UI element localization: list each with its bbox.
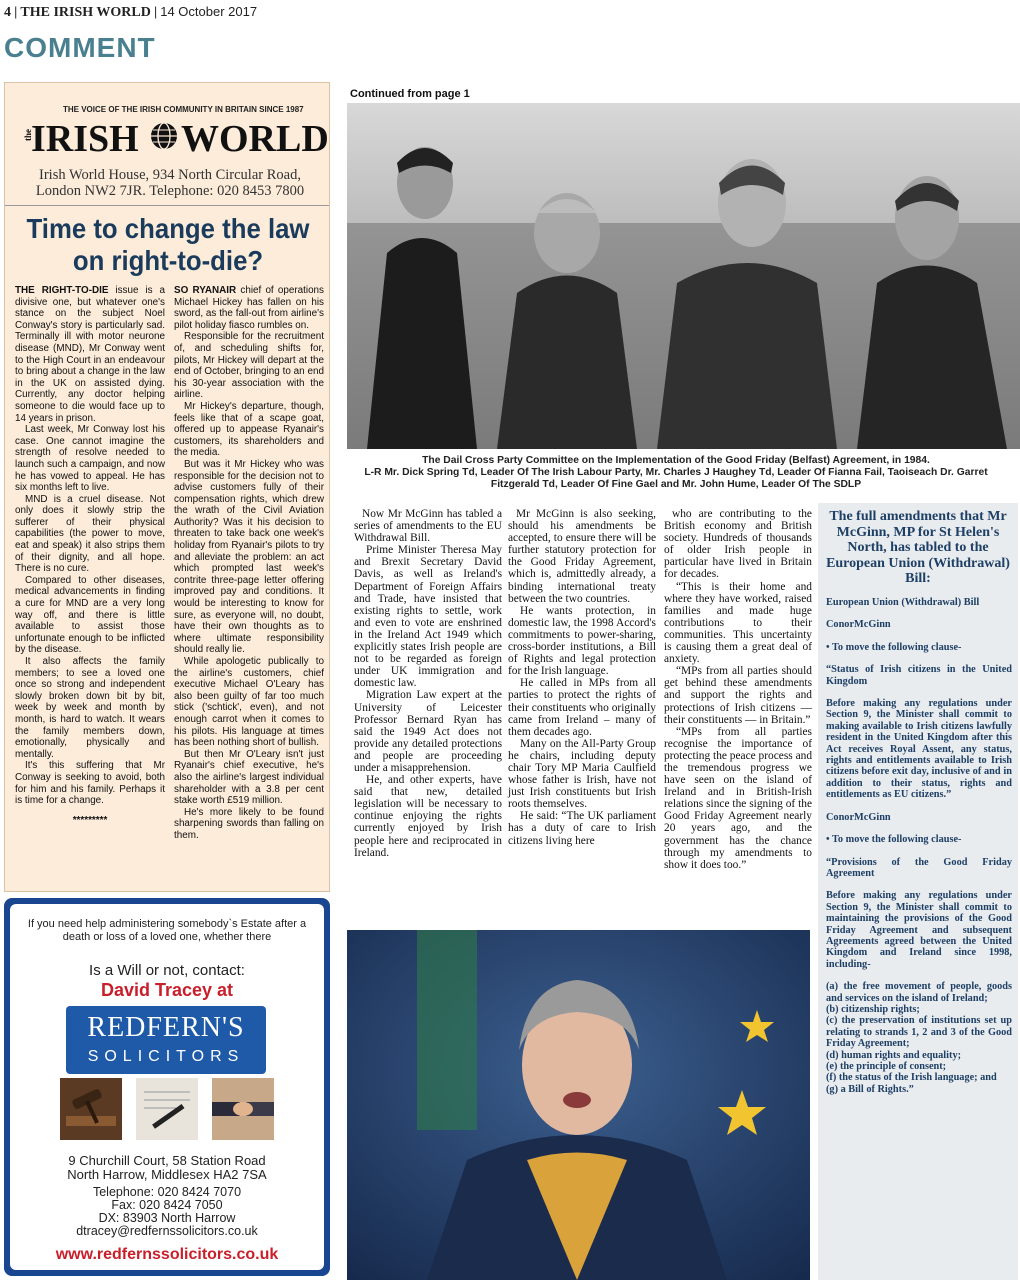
masthead-address bbox=[25, 167, 315, 199]
editorial-paragraph bbox=[15, 285, 165, 424]
editorial-paragraph bbox=[15, 494, 165, 575]
sidebar-paragraph: Before making any regulations under Section 9, the Minister shall commit to maintaining the provisions of the Good Friday Agreement and subsequent Agreements agreed between the United Kingdom and Ireland since 1998, including- bbox=[826, 890, 1012, 970]
editorial-paragraph bbox=[174, 401, 324, 459]
sidebar-list-item: (g) a Bill of Rights.” bbox=[826, 1083, 914, 1095]
headline-line: Time to change the law bbox=[26, 213, 310, 244]
paragraph-text: MND is a cruel disease. Not only does it slowly strip the sufferer of their physical capabilities (the power to move, eat and speak) it also strips them of their dignity, and all hope. There is no cure. bbox=[15, 493, 165, 575]
editorial-headline bbox=[22, 213, 315, 277]
caption-line: The Dail Cross Party Committee on the Implementation of the Good Friday (Belfast) Agreement, in 1984. bbox=[422, 455, 930, 466]
redferns-advert bbox=[4, 898, 330, 1276]
brand-subtitle: SOLICITORS bbox=[87, 1048, 245, 1065]
logo-the: the bbox=[23, 129, 33, 141]
editorial-paragraph bbox=[174, 656, 324, 749]
sidebar-paragraph: ConorMcGinn bbox=[826, 619, 891, 631]
advert-website: www.redfernssolicitors.co.uk bbox=[55, 1246, 279, 1263]
editorial-column-right bbox=[174, 285, 324, 842]
pen-photo bbox=[136, 1078, 198, 1140]
paragraph-kicker: THE RIGHT-TO-DIE bbox=[15, 285, 109, 296]
sidebar-paragraph: • To move the following clause- bbox=[826, 834, 962, 846]
page-header: 4 | THE IRISH WORLD | 14 October 2017 bbox=[4, 4, 258, 20]
article-paragraph: “MPs from all parties recognise the importance of protecting the peace process and the tremendous progress we have seen on the island of Ireland and in British-Irish relations since the signing of the Good Friday Agreement nearly 20 years ago, and the government has the chance through my amendments to show it does too.” bbox=[664, 725, 813, 871]
address-line: London NW2 7JR. Telephone: 020 8453 7800 bbox=[35, 183, 305, 199]
editorial-paragraph bbox=[174, 807, 324, 842]
brand-name: REDFERN'S bbox=[87, 1012, 245, 1043]
paragraph-text: It also affects the family members; to see a loved one once so strong and independent slowly broken down bit by bit, week by week and month by month, is hard to watch. It wears the family members down, emotionally, physically and mentally. bbox=[15, 656, 165, 760]
photo-caption bbox=[352, 455, 1000, 491]
publication-name: THE IRISH WORLD bbox=[20, 5, 151, 20]
article-column-1 bbox=[354, 508, 502, 859]
editorial-paragraph bbox=[174, 285, 324, 331]
sidebar-paragraph: “Provisions of the Good Friday Agreement bbox=[826, 856, 1012, 879]
globe-icon bbox=[149, 121, 179, 151]
editorial-paragraph bbox=[15, 424, 165, 494]
redferns-logo bbox=[66, 1006, 266, 1074]
article-column-2 bbox=[508, 508, 656, 847]
editorial-box bbox=[4, 82, 330, 892]
advert-photos bbox=[60, 1078, 274, 1140]
advert-contact-details bbox=[10, 1186, 324, 1238]
issue-date: 14 October 2017 bbox=[160, 4, 258, 19]
paragraph-text: While apologetic publically to the airline's customers, chief executive Michael O'Leary has also been guilty of far too much stick ('schtick', even), and not enough carrot when it comes to his pilots. His language at times has been nothing short of bullish. bbox=[174, 656, 324, 749]
paragraph-text: Compared to other diseases, medical advancements in finding a cure for MND are a very long way off, and there is little available to assist those unfortunate enough to be inflicted by the disease. bbox=[15, 574, 165, 656]
theresa-may-photo bbox=[347, 930, 810, 1280]
article-paragraph: Mr McGinn is also seeking, should his amendments be accepted, to ensure there will be further statutory protection for the Good Friday Agreement, which is, admittedly already, a binding international treaty between the two countries. bbox=[508, 508, 656, 605]
advert-contact-name: David Tracey at bbox=[100, 980, 234, 1000]
sidebar-paragraph: • To move the following clause- bbox=[826, 641, 962, 653]
address-line: Irish World House, 934 North Circular Road, bbox=[39, 167, 301, 183]
page-number: 4 bbox=[4, 5, 11, 20]
article-paragraph: “MPs from all parties should get behind these amendments and support the rights and protections of Irish citizens — their constituents — in Britain.” bbox=[664, 665, 812, 726]
sidebar-body bbox=[826, 597, 1012, 1095]
continued-label: Continued from page 1 bbox=[350, 88, 470, 100]
advert-will-line: Is a Will or not, contact: bbox=[89, 962, 245, 979]
article-column-3 bbox=[664, 508, 812, 871]
editorial-paragraph bbox=[174, 749, 324, 807]
sidebar-list-item: (e) the principle of consent; bbox=[826, 1061, 947, 1072]
sidebar-paragraph: ConorMcGinn bbox=[826, 811, 891, 823]
article-paragraph: “This is their home and where they have worked, raised families and made huge contributions to their communities. This uncertainty is causing them a great deal of anxiety. bbox=[664, 580, 812, 666]
editorial-paragraph bbox=[15, 656, 165, 760]
email-address: dtracey@redfernssolicitors.co.uk bbox=[76, 1224, 258, 1238]
sidebar-list-item: (b) citizenship rights; bbox=[826, 1003, 920, 1015]
paragraph-text: Mr Hickey's departure, though, feels like that of a scape goat, offered up to appease Ryanair's customers, its shareholders and the media. bbox=[174, 400, 324, 459]
gavel-photo bbox=[60, 1078, 122, 1140]
fax: Fax: 020 8424 7050 bbox=[111, 1198, 223, 1212]
article-paragraph: Now Mr McGinn has tabled a series of amendments to the EU Withdrawal Bill. bbox=[354, 508, 502, 545]
paragraph-kicker: SO RYANAIR bbox=[174, 285, 237, 296]
advert-intro: If you need help administering somebody`s Estate after a death or loss of a loved one, whether there bbox=[27, 918, 307, 943]
advert-address bbox=[10, 1154, 324, 1182]
paragraph-text: chief of operations Michael Hickey has fallen on his sword, as the fall-out from airline's pilot holiday fiasco rumbles on. bbox=[174, 285, 324, 331]
editorial-paragraph bbox=[15, 760, 165, 806]
paragraph-text: It's this suffering that Mr Conway is seeking to avoid, both for him and his family. Perhaps it is time for a change. bbox=[15, 760, 165, 807]
sidebar-title: The full amendments that Mr McGinn, MP for St Helen's North, has tabled to the European Union (Withdrawal) Bill: bbox=[826, 509, 1010, 587]
article-paragraph: He wants protection, in domestic law, the 1998 Accord's commitments to power-sharing, cross-border institutions, a Bill of Rights and legal protection for the Irish language. bbox=[508, 604, 656, 678]
irish-world-logo bbox=[23, 117, 329, 163]
article-paragraph: He, and other experts, have said that new, detailed legislation will be necessary to continue enjoying the rights currently enjoyed by Irish people here and reciprocated in Ireland. bbox=[354, 774, 502, 859]
sidebar-list-item: (a) the free movement of people, goods and services on the island of Ireland; bbox=[826, 981, 1012, 1004]
paragraph-text: issue is a divisive one, but whatever one's stance on the subject Noel Conway's story is particularly sad. Terminally ill with motor neurone disease (MND), Mr Conway went to the High Court in an endeavour to bring about a change in the law in the UK on assisted dying. Currently, any doctor helping someone to die would face up to 14 years in prison. bbox=[15, 285, 165, 424]
editorial-paragraph bbox=[15, 575, 165, 656]
telephone: Telephone: 020 8424 7070 bbox=[92, 1185, 242, 1199]
paragraph-text: But was it Mr Hickey who was responsible for the decision not to advise customers fully of their compensation rights, which drew the wrath of the Civil Aviation Authority? Was it his decision to threaten to take back one week's holiday from Ryanair's pilots to try and alleviate the problem: an act which prompted last week's contrite three-page letter offering improved pay and conditions. It would be interesting to know for sure, as everyone will, no doubt, have their own thoughts as to where ultimate responsibility should really lie. bbox=[174, 458, 324, 656]
article-paragraph: Prime Minister Theresa May and Brexit Secretary David Davis, as well as Ireland's Department of Foreign Affairs and Trade, have insisted that existing rights to settle, work and even to vote are enshrined in the Ireland Act 1949 which explicitly states Irish people are not to be regarded as foreign under UK immigration and domestic law. bbox=[354, 544, 502, 690]
editorial-paragraph bbox=[174, 331, 324, 401]
historic-politicians-photo bbox=[347, 103, 1020, 449]
section-title: COMMENT bbox=[4, 32, 156, 63]
advert-panel bbox=[10, 904, 324, 1270]
paragraph-text: He's more likely to be found sharpening swords than falling on them. bbox=[174, 806, 324, 841]
editorial-paragraph bbox=[174, 459, 324, 656]
sidebar-paragraph: European Union (Withdrawal) Bill bbox=[826, 597, 980, 608]
sidebar-list-item: (d) human rights and equality; bbox=[826, 1049, 962, 1061]
sidebar-paragraph: Before making any regulations under Section 9, the Minister shall commit to making available to Irish citizens lawfully resident in the United Kingdom after this Act receives Royal Assent, any status, rights and entitlements available to Irish citizens before exit day, inclusive of and in addition to their status, rights and entitlements as EU citizens.” bbox=[826, 698, 1012, 801]
article-paragraph: who are contributing to the British economy and British society. Hundreds of thousands of older Irish people in particular have lived in Britain for decades. bbox=[664, 508, 812, 581]
caption-line: L-R Mr. Dick Spring Td, Leader Of The Irish Labour Party, Mr. Charles J Haughey Td, Leader Of Fianna Fail, Taoiseach Dr. Garret Fitzgerald Td, Leader Of Fine Gael and Mr. John Hume, Leader Of The SDLP bbox=[364, 467, 988, 490]
logo-word-irish: IRISH bbox=[31, 118, 139, 160]
article-paragraph: Migration Law expert at the University of Leicester Professor Bernard Ryan has said the 1949 Act does not provide any detailed protections and people are proceeding under a misapprehension. bbox=[354, 689, 502, 774]
logo-word-world: WORLD bbox=[181, 118, 329, 160]
amendments-sidebar bbox=[818, 503, 1018, 1280]
editorial-column-left bbox=[15, 285, 165, 826]
headline-line: on right-to-die? bbox=[72, 245, 264, 276]
divider bbox=[5, 205, 329, 206]
paragraph-text: Responsible for the recruitment of, and scheduling shifts for, pilots, Mr Hickey will depart at the end of October, bringing to an end his 30-year association with the airline. bbox=[174, 331, 324, 401]
address-line: North Harrow, Middlesex HA2 7SA bbox=[67, 1167, 267, 1182]
paragraph-text: Last week, Mr Conway lost his case. One cannot imagine the strength of resolve needed to launch such a campaign, and now he has vowed to appeal. He has six months left to live. bbox=[15, 424, 165, 494]
article-paragraph: He called in MPs from all parties to protect the rights of their constituents who originally came from Ireland – many of them decades ago. bbox=[508, 677, 656, 738]
masthead-tagline: THE VOICE OF THE IRISH COMMUNITY IN BRITAIN SINCE 1987 bbox=[63, 105, 304, 114]
article-paragraph: He said: “The UK parliament has a duty of care to Irish citizens living here bbox=[508, 810, 656, 847]
sidebar-list-item: (c) the preservation of institutions set up relating to strands 1, 2 and 3 of the Good Friday Agreement; bbox=[826, 1015, 1012, 1050]
address-line: 9 Churchill Court, 58 Station Road bbox=[68, 1153, 266, 1168]
sidebar-paragraph: “Status of Irish citizens in the United Kingdom bbox=[826, 664, 1012, 687]
paragraph-text: But then Mr O'Leary isn't just Ryanair's chief executive, he's also the airline's largest individual shareholder with a 3.8 per cent stake worth £519 million. bbox=[174, 748, 324, 807]
handshake-photo bbox=[212, 1078, 274, 1140]
sidebar-list-item: (f) the status of the Irish language; and bbox=[826, 1072, 997, 1084]
dx-number: DX: 83903 North Harrow bbox=[98, 1211, 236, 1225]
article-paragraph: Many on the All-Party Group he chairs, including deputy chair Tory MP Maria Caulfield whose father is Irish, have not just Irish constituents but Irish roots themselves. bbox=[508, 737, 656, 811]
separator-stars: ********* bbox=[72, 814, 108, 826]
